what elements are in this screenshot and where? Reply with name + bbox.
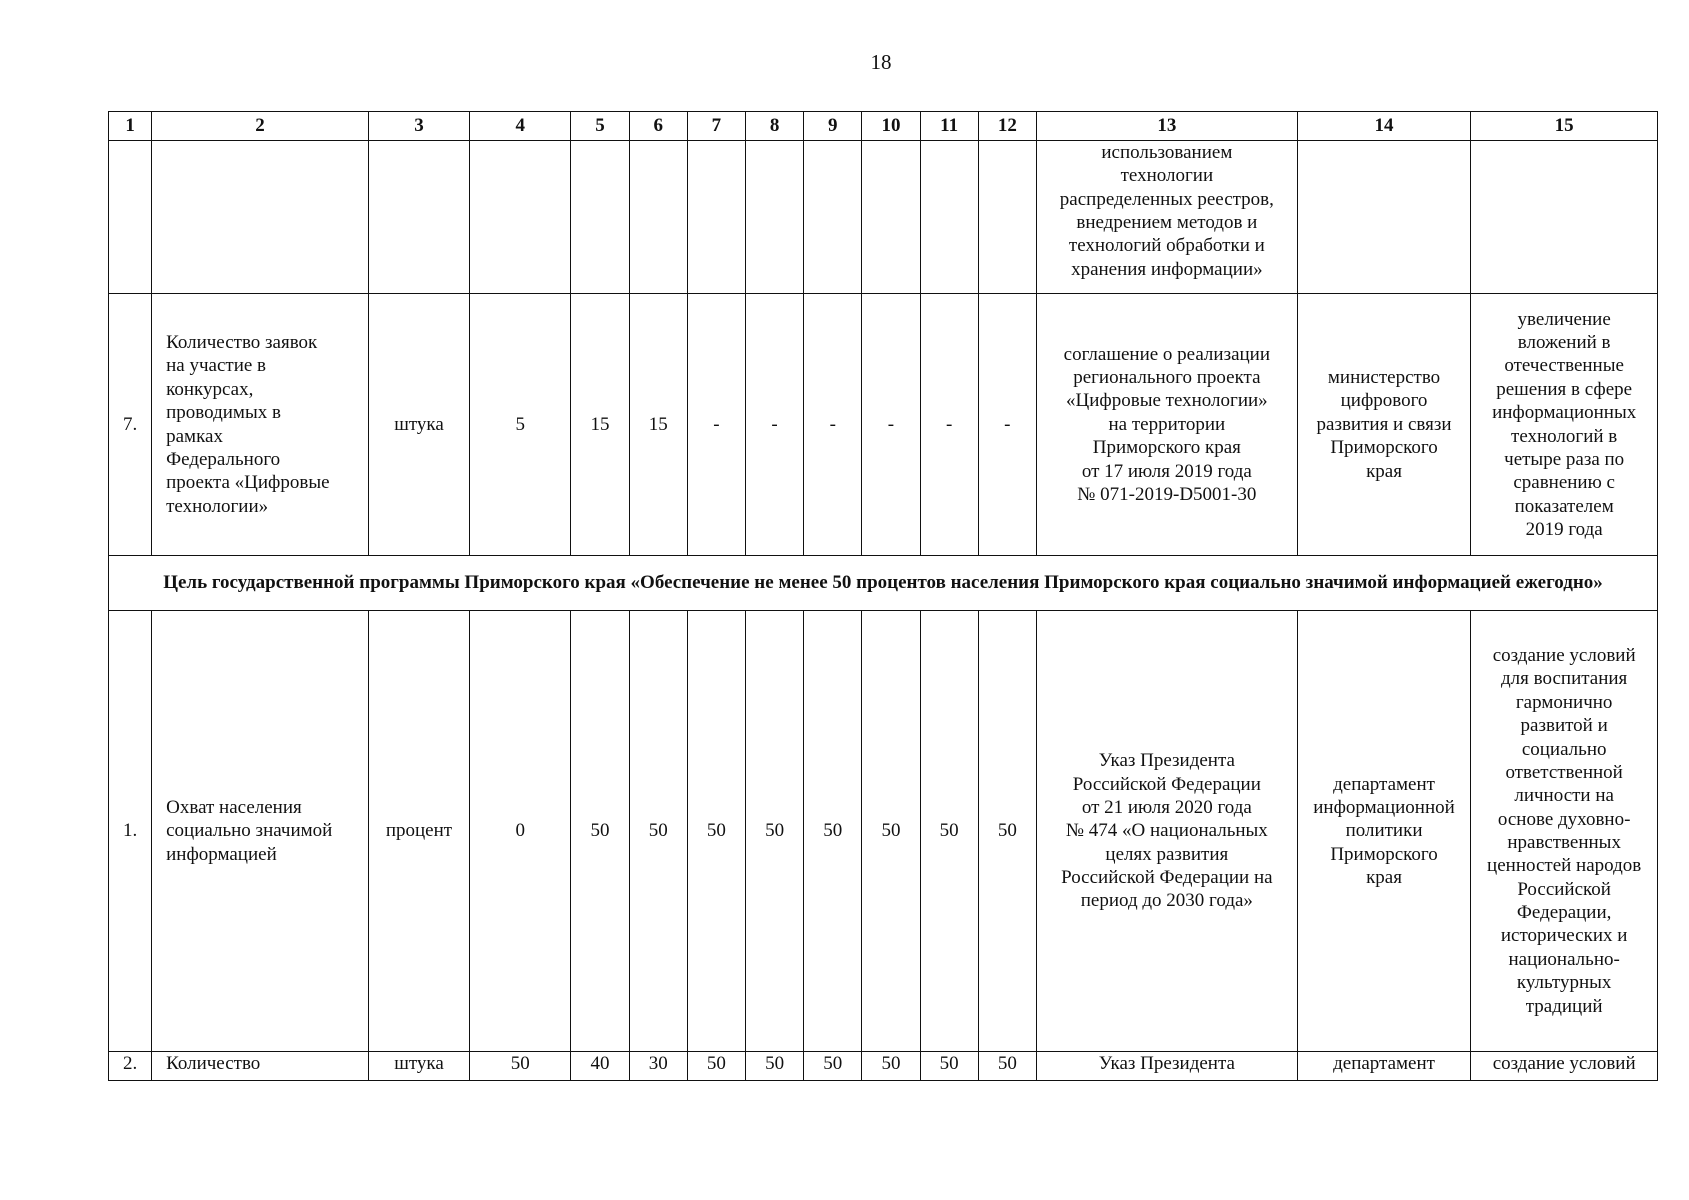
header-cell: 11 (920, 112, 978, 141)
goal-heading-row (109, 556, 1658, 611)
header-cell: 5 (571, 112, 629, 141)
value-cell: 50 (920, 1052, 978, 1081)
value-cell: - (687, 294, 745, 556)
row-number: 2. (109, 1052, 152, 1081)
value-cell: 50 (470, 1052, 571, 1081)
basis-cell: Указ Президента (1036, 1052, 1297, 1081)
value-cell: - (804, 294, 862, 556)
value-cell: 50 (862, 611, 920, 1052)
value-cell: 50 (920, 611, 978, 1052)
table-row (109, 294, 1658, 556)
value-cell: - (920, 294, 978, 556)
value-cell: 50 (804, 611, 862, 1052)
unit-cell: штука (368, 1052, 469, 1081)
table-cell (687, 141, 745, 294)
indicator-name: Количество заявок на участие в конкурсах, проводимых в рамках Федерального проекта «Цифровые технологии» (152, 294, 369, 556)
result-cell: создание условий для воспитания гармонично развитой и социально ответственной личности на основе духовно- нравственных ценностей народов Российской Федерации, исторических и национально- культурных традиций (1471, 611, 1658, 1052)
header-cell: 1 (109, 112, 152, 141)
value-cell: - (978, 294, 1036, 556)
value-cell: 5 (470, 294, 571, 556)
header-cell: 10 (862, 112, 920, 141)
responsible-cell: департамент информационной политики Приморского края (1297, 611, 1471, 1052)
table-cell (862, 141, 920, 294)
header-cell: 15 (1471, 112, 1658, 141)
value-cell: 50 (571, 611, 629, 1052)
unit-cell: штука (368, 294, 469, 556)
table-cell (1297, 141, 1471, 294)
value-cell: 0 (470, 611, 571, 1052)
table-cell (571, 141, 629, 294)
table-header-row (109, 112, 1658, 141)
table-cell (152, 141, 369, 294)
header-cell: 9 (804, 112, 862, 141)
indicators-table (108, 111, 1658, 1081)
result-cell: создание условий (1471, 1052, 1658, 1081)
responsible-cell: департамент (1297, 1052, 1471, 1081)
value-cell: 50 (687, 1052, 745, 1081)
goal-heading: Цель государственной программы Приморского края «Обеспечение не менее 50 процентов населения Приморского края социально значимой информацией ежегодно» (109, 556, 1658, 611)
page-number: 18 (870, 50, 892, 74)
header-cell: 3 (368, 112, 469, 141)
value-cell: 50 (862, 1052, 920, 1081)
header-cell: 8 (746, 112, 804, 141)
value-cell: 15 (571, 294, 629, 556)
basis-cell: Указ Президента Российской Федерации от 21 июля 2020 года № 474 «О национальных целях развития Российской Федерации на период до 2030 года» (1036, 611, 1297, 1052)
header-cell: 12 (978, 112, 1036, 141)
indicator-name: Количество (152, 1052, 369, 1081)
table-cell (746, 141, 804, 294)
value-cell: 50 (746, 1052, 804, 1081)
row-number: 7. (109, 294, 152, 556)
table-row (109, 611, 1658, 1052)
header-cell: 6 (629, 112, 687, 141)
table-cell (470, 141, 571, 294)
value-cell: 15 (629, 294, 687, 556)
unit-cell: процент (368, 611, 469, 1052)
row-number: 1. (109, 611, 152, 1052)
value-cell: - (746, 294, 804, 556)
value-cell: 50 (629, 611, 687, 1052)
responsible-cell: министерство цифрового развития и связи Приморского края (1297, 294, 1471, 556)
table-cell (629, 141, 687, 294)
table-cell (804, 141, 862, 294)
header-cell: 7 (687, 112, 745, 141)
table-cell (1471, 141, 1658, 294)
table-row-continued (109, 141, 1658, 294)
header-cell: 13 (1036, 112, 1297, 141)
value-cell: 50 (978, 1052, 1036, 1081)
table-cell (978, 141, 1036, 294)
table-cell (920, 141, 978, 294)
value-cell: 50 (687, 611, 745, 1052)
table-cell (368, 141, 469, 294)
value-cell: - (862, 294, 920, 556)
basis-cell: использованием технологии распределенных реестров, внедрением методов и технологий обработки и хранения информации» (1036, 141, 1297, 294)
value-cell: 50 (978, 611, 1036, 1052)
table-cell (109, 141, 152, 294)
value-cell: 50 (746, 611, 804, 1052)
basis-cell: соглашение о реализации регионального проекта «Цифровые технологии» на территории Приморского края от 17 июля 2019 года № 071-2019-D5001-30 (1036, 294, 1297, 556)
table-row (109, 1052, 1658, 1081)
result-cell: увеличение вложений в отечественные решения в сфере информационных технологий в четыре раза по сравнению с показателем 2019 года (1471, 294, 1658, 556)
indicator-name: Охват населения социально значимой информацией (152, 611, 369, 1052)
value-cell: 40 (571, 1052, 629, 1081)
header-cell: 4 (470, 112, 571, 141)
header-cell: 14 (1297, 112, 1471, 141)
header-cell: 2 (152, 112, 369, 141)
value-cell: 50 (804, 1052, 862, 1081)
value-cell: 30 (629, 1052, 687, 1081)
